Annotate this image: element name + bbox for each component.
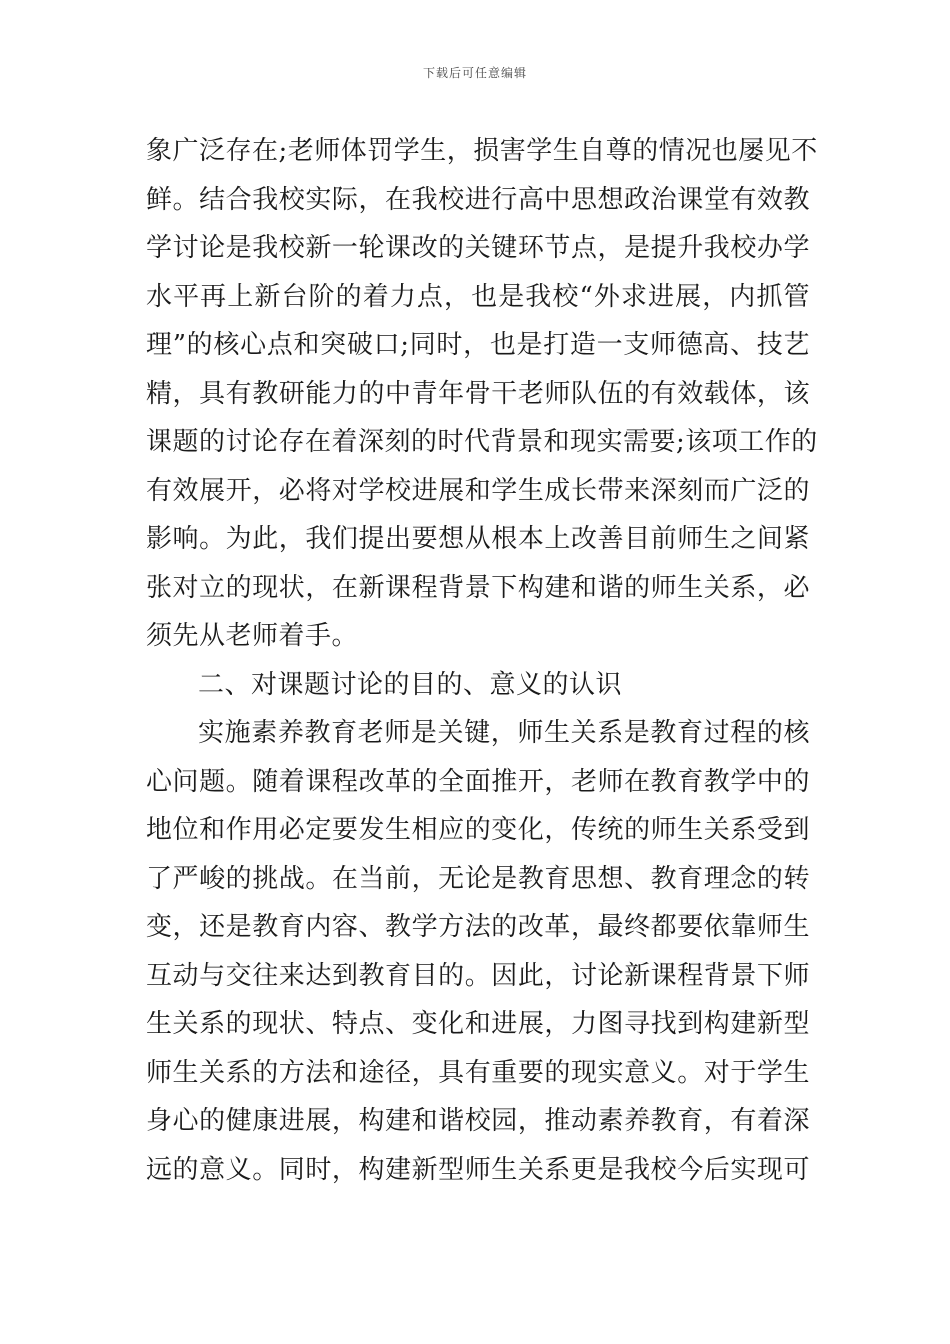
text-line: 张对立的现状，在新课程背景下构建和谐的师生关系，必 xyxy=(146,572,810,603)
text-line: 心问题。随着课程改革的全面推开，老师在教育教学中的 xyxy=(146,766,810,797)
page-header-note: 下载后可任意编辑 xyxy=(422,66,527,80)
text-line: 互动与交往来达到教育目的。因此，讨论新课程背景下师 xyxy=(146,960,810,991)
text-line: 师生关系的方法和途径，具有重要的现实意义。对于学生 xyxy=(146,1057,810,1088)
text-line: 水平再上新台阶的着力点，也是我校“外求进展，内抓管 xyxy=(146,281,810,312)
text-line: 象广泛存在;老师体罚学生，损害学生自尊的情况也屡见不 xyxy=(146,136,818,166)
text-line: 鲜。结合我校实际，在我校进行高中思想政治课堂有效教 xyxy=(146,184,810,215)
text-line: 有效展开，必将对学校进展和学生成长带来深刻而广泛的 xyxy=(146,475,810,506)
text-line: 身心的健康进展，构建和谐校园，推动素养教育，有着深 xyxy=(146,1106,810,1136)
text-line: 影响。为此，我们提出要想从根本上改善目前师生之间紧 xyxy=(146,524,810,554)
text-line: 变，还是教育内容、教学方法的改革，最终都要依靠师生 xyxy=(146,912,810,942)
paragraph-last-line: 须先从老师着手。 xyxy=(146,621,359,651)
paragraph-first-line: 实施素养教育老师是关键，师生关系是教育过程的核 xyxy=(198,718,810,748)
document-body xyxy=(146,127,818,1194)
text-line: 了严峻的挑战。在当前，无论是教育思想、教育理念的转 xyxy=(146,863,810,894)
text-line: 课题的讨论存在着深刻的时代背景和现实需要;该项工作的 xyxy=(146,427,818,457)
text-line: 精，具有教研能力的中青年骨干老师队伍的有效载体，该 xyxy=(146,378,810,409)
text-line: 生关系的现状、特点、变化和进展，力图寻找到构建新型 xyxy=(146,1009,810,1039)
text-line: 地位和作用必定要发生相应的变化，传统的师生关系受到 xyxy=(146,815,810,845)
text-line: 理”的核心点和突破口;同时，也是打造一支师德高、技艺 xyxy=(146,330,810,360)
text-line: 学讨论是我校新一轮课改的关键环节点，是提升我校办学 xyxy=(146,233,810,263)
section-heading: 二、对课题讨论的目的、意义的认识 xyxy=(198,669,623,700)
text-line: 远的意义。同时，构建新型师生关系更是我校今后实现可 xyxy=(146,1154,810,1185)
